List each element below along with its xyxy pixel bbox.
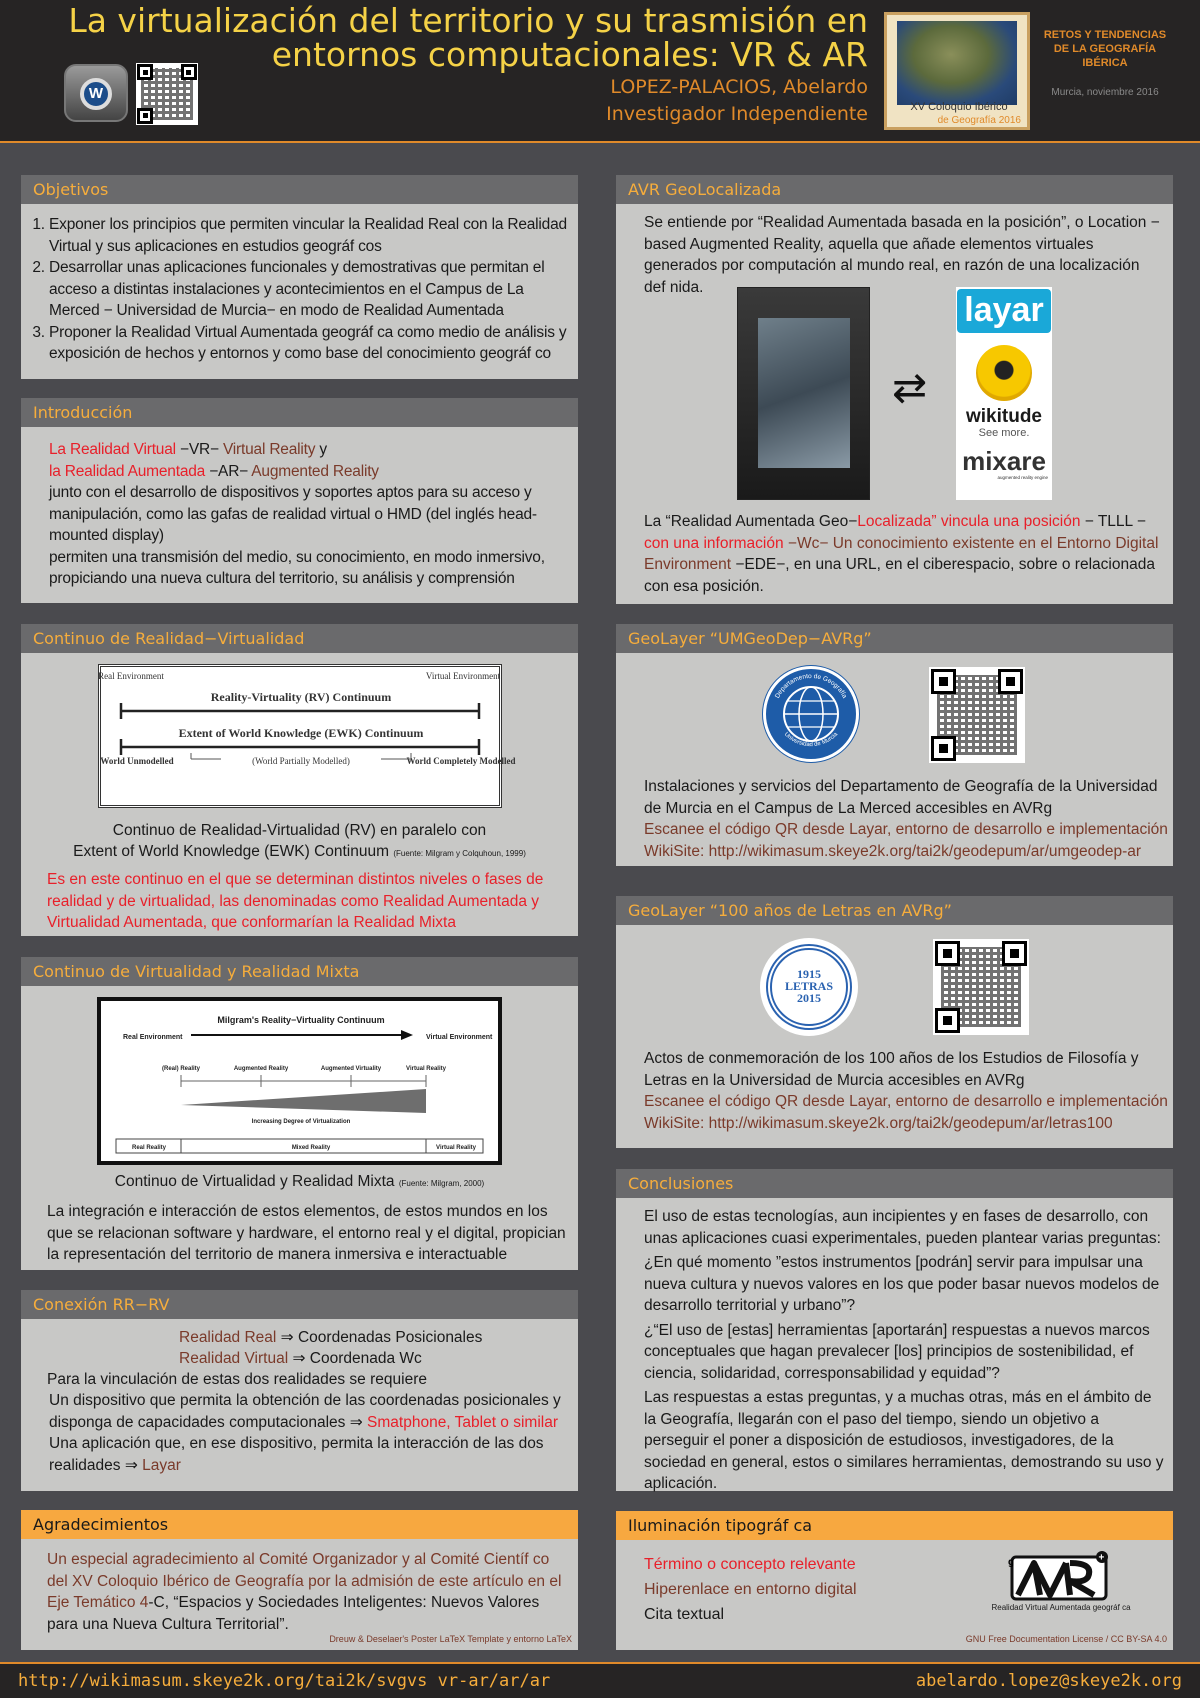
section-heading: Continuo de Virtualidad y Realidad Mixta bbox=[21, 957, 578, 986]
geolayer1-description: Instalaciones y servicios del Departamento de Geografía de la Universidad de Murcia en el Campus de La Merced accesibles en AVRg bbox=[644, 778, 1158, 817]
caption-source: (Fuente: Milgram y Colquhoun, 1999) bbox=[393, 849, 526, 858]
link-comite[interactable]: Un especial agradecimiento al Comité Organizador y al Comité Científ co del XV Coloquio Ibérico de Geografía por la admisión de este artículo en el Eje Temático 4 bbox=[47, 1551, 562, 1611]
fig-tick: (Real) Reality bbox=[161, 1066, 201, 1072]
mixed-reality-figure bbox=[97, 997, 502, 1165]
term-informacion: con una información bbox=[644, 534, 784, 552]
coloquio-subtitle: de Geografía 2016 bbox=[937, 115, 1021, 126]
link-wikisite-letras[interactable]: WikiSite: http://wikimasum.skeye2k.org/tai2k/geodepum/ar/letras100 bbox=[644, 1114, 1113, 1132]
mixare-tagline: augmented reality engine bbox=[997, 475, 1048, 480]
geodep-seal-icon bbox=[763, 666, 859, 762]
fig-virtual-env: Virtual Environment bbox=[426, 1034, 493, 1041]
rr-mapping: ⇒ Coordenadas Posicionales bbox=[276, 1329, 483, 1346]
link-augmented-reality[interactable]: Augmented Reality bbox=[251, 462, 379, 480]
conclusiones-paragraph-3: ¿“El uso de [estas] herramientas [aportarán] respuestas a nuevos marcos conceptuales que hagan prevalecer [los] principios de sostenibilidad, ef ciencia, solidaridad, corresponsabilidad y equidad”? bbox=[644, 1321, 1150, 1382]
fig-label-unmodelled: World Unmodelled bbox=[99, 756, 174, 766]
fig-tick: Virtual Reality bbox=[406, 1066, 446, 1072]
link-wikisite-umgeodep[interactable]: WikiSite: http://wikimasum.skeye2k.org/tai2k/geodepum/ar/umgeodep-ar bbox=[644, 842, 1142, 860]
vm-caption: Continuo de Virtualidad y Realidad Mixta bbox=[114, 1173, 395, 1190]
fig-label-ewk: Extent of World Knowledge (EWK) Continuum bbox=[178, 726, 423, 740]
list-item: 3. Proponer la Realidad Virtual Aumentada geográf ca como medio de análisis y exposición de hechos y entornos y como base del conocimiento geográf co bbox=[49, 322, 568, 365]
avr-paragraph-2 bbox=[644, 511, 1164, 597]
author-affiliation: Investigador Independiente bbox=[606, 103, 868, 125]
phone-photo-image bbox=[737, 287, 870, 500]
rv-note: Es en este continuo en el que se determinan distintos niveles o fases de realidad y de virtualidad, las denominadas como Realidad Aumentada y Virtualidad Aumentada, que conformarían la Realidad Mixta bbox=[47, 871, 544, 931]
fig-tick: Augmented Virtuality bbox=[320, 1066, 382, 1072]
iluminacion-section bbox=[616, 1511, 1173, 1650]
link-layar-scan[interactable]: Escanee el código QR desde Layar, entorno de desarrollo e implementación bbox=[644, 1093, 1168, 1110]
footer-url-link[interactable]: http://wikimasum.skeye2k.org/tai2k/svgvs vr-ar/ar/ar bbox=[18, 1671, 551, 1691]
seal-bottom-text: Universidad de Murcia bbox=[782, 731, 840, 749]
seal-top-text: Departamento de Geografía bbox=[774, 672, 849, 700]
conexion-app: Una aplicación que, en ese dispositivo, permita la interacción de las dos realidades ⇒ bbox=[49, 1435, 544, 1474]
section-heading: GeoLayer “UMGeoDep−AVRg” bbox=[616, 624, 1173, 653]
term-localizada: Localizada” vincula una posición bbox=[857, 513, 1081, 530]
fig-label-partial: (World Partially Modelled) bbox=[251, 756, 350, 766]
fig-bottom: Real Reality bbox=[131, 1145, 167, 1151]
avr-text: − TLLL − bbox=[1080, 513, 1146, 530]
conclusiones-paragraph-1: El uso de estas tecnologías, aun incipientes y en fases de desarrollo, con unas aplicaciones cuasi experimentales, pueden plantear varias preguntas: bbox=[644, 1208, 1161, 1247]
legend-quote: Cita textual bbox=[644, 1606, 725, 1623]
retos-label: RETOS Y TENDENCIAS DE LA GEOGRAFÍA IBÉRICA bbox=[1043, 29, 1167, 69]
letras-seal-icon bbox=[760, 938, 858, 1036]
geolayer-letras-section bbox=[616, 896, 1173, 1148]
section-heading: Conexión RR−RV bbox=[21, 1290, 578, 1319]
rv-continuum-diagram bbox=[97, 667, 515, 805]
list-item: 2. Desarrollar unas aplicaciones funcionales y demostrativas que permitan el acceso a distintas instalaciones y acontecimientos en el Campus de La Merced − Universidad de Murcia− en modo de Realidad Aumentada bbox=[49, 257, 568, 322]
avr-text: −EDE−, en una URL, en el ciberespacio, sobre o relacionada con esa posición. bbox=[644, 556, 1155, 595]
rv-mapping: ⇒ Coordenada Wc bbox=[288, 1349, 422, 1367]
layar-logo: layar bbox=[957, 289, 1051, 333]
term-realidad-virtual: La Realidad Virtual bbox=[49, 441, 176, 458]
fig-label-rv: Reality-Virtuality (RV) Continuum bbox=[210, 690, 391, 704]
avr-logo-icon bbox=[1004, 1551, 1110, 1601]
fig-real-env: Real Environment bbox=[123, 1034, 183, 1041]
objetivos-list bbox=[33, 214, 568, 365]
fig-tick: Augmented Reality bbox=[233, 1066, 289, 1072]
link-wc[interactable]: −Wc− bbox=[783, 534, 833, 552]
section-heading: Iluminación tipográf ca bbox=[616, 1511, 1173, 1540]
iberia-map-image bbox=[897, 21, 1017, 105]
introduccion-section bbox=[21, 398, 578, 603]
poster-title bbox=[48, 1, 868, 74]
section-heading: Continuo de Realidad−Virtualidad bbox=[21, 624, 578, 653]
fig-label-virtual: Virtual Environment bbox=[425, 671, 500, 681]
exchange-arrows-icon: ⇄ bbox=[892, 364, 928, 411]
section-heading: AVR GeoLocalizada bbox=[616, 175, 1173, 204]
license-text: GNU Free Documentation License / CC BY-SA 4.0 bbox=[965, 1634, 1167, 1644]
letras-qr-code[interactable] bbox=[933, 939, 1029, 1035]
wikitude-eye-icon bbox=[976, 345, 1032, 401]
place-date: Murcia, noviembre 2016 bbox=[1051, 87, 1159, 98]
footer-email-link[interactable]: abelardo.lopez@skeye2k.org bbox=[915, 1671, 1182, 1691]
umgeodep-qr-code[interactable] bbox=[929, 667, 1025, 763]
camera-logo-icon: W bbox=[64, 64, 128, 122]
caption-line-1: Continuo de Realidad-Virtualidad (RV) en paralelo con bbox=[112, 822, 487, 839]
conexion-intro: Para la vinculación de estas dos realidades se requiere bbox=[47, 1370, 427, 1388]
fig-title: Milgram's Reality−Virtuality Continuum bbox=[217, 1015, 385, 1025]
list-item: 1. Exponer los principios que permiten vincular la Realidad Real con la Realidad Virtual y sus aplicaciones en estudios geográf cos bbox=[49, 214, 568, 257]
section-heading: Conclusiones bbox=[616, 1169, 1173, 1198]
conclusiones-paragraph-2: ¿En qué momento ”estos instrumentos [podrán] servir para impulsar una nueva cultura y nuevos valores en los que poder basar nuevos modelos de desarrollo territorial y urbano”? bbox=[644, 1254, 1160, 1314]
section-heading: Agradecimientos bbox=[21, 1510, 578, 1539]
svg-text:Universidad de Murcia bbox=[783, 731, 840, 748]
title-line-2: entornos computacionales: VR & AR bbox=[271, 35, 868, 74]
header-qr-code bbox=[136, 63, 198, 125]
abbr-vr: −VR− bbox=[175, 441, 223, 458]
conclusiones-paragraph-4: Las respuestas a estas preguntas, y a muchas otras, más en el ámbito de la Geografía, llegarán con el paso del tiempo, siendo un objetivo a perseguir el poner a disposición de estudiosos, investigadores, de la sociedad en general, estos o similares herramientas, demostrando su uso y aplicación. bbox=[644, 1389, 1164, 1492]
fig-label-complete: World Completely Modelled bbox=[406, 756, 515, 766]
agradecimientos-section bbox=[21, 1510, 578, 1650]
continuo-rv-section bbox=[21, 624, 578, 936]
abbr-ar: −AR− bbox=[205, 462, 252, 480]
link-layar-scan[interactable]: Escanee el código QR desde Layar, entorno de desarrollo e implementación bbox=[644, 821, 1168, 838]
mixed-reality-diagram bbox=[101, 1001, 498, 1161]
fig-bottom: Mixed Reality bbox=[291, 1145, 331, 1151]
vm-caption-source: (Fuente: Milgram, 2000) bbox=[398, 1179, 485, 1188]
term-realidad-aumentada: la Realidad Aumentada bbox=[49, 462, 206, 480]
author-name: LOPEZ-PALACIOS, Abelardo bbox=[610, 76, 868, 98]
agradecimientos-text: -C, “Espacios y Sociedades Inteligentes: Nuevos Valores para una Nueva Cultura Territorial”. bbox=[47, 1594, 540, 1633]
geolayer-umgeodep-section bbox=[616, 624, 1173, 866]
link-virtual-reality[interactable]: Virtual Reality bbox=[222, 441, 316, 458]
objetivos-section bbox=[21, 175, 578, 379]
wikitude-logo: wikitude bbox=[965, 406, 1042, 427]
svg-text:+: + bbox=[1098, 1552, 1105, 1564]
coloquio-logo bbox=[884, 12, 1030, 130]
link-ede[interactable]: Un conocimiento existente en el Entorno Digital Environment bbox=[644, 534, 1159, 573]
svg-text:g: g bbox=[1008, 1557, 1015, 1568]
avr-logo-caption: Realidad Virtual Aumentada geográf ca bbox=[991, 1603, 1131, 1612]
rv-caption bbox=[21, 820, 578, 864]
section-heading: Introducción bbox=[21, 398, 578, 427]
legend-relevant-term: Término o concepto relevante bbox=[644, 1556, 856, 1573]
link-realidad-real[interactable]: Realidad Real bbox=[179, 1329, 277, 1346]
svg-text:Departamento de Geografía bbox=[774, 673, 848, 700]
intro-paragraph-1: junto con el desarrollo de dispositivos y soportes aptos para su acceso y manipulación, como las gafas de realidad virtual o HMD (del inglés head-mounted display) bbox=[49, 484, 537, 544]
conexion-device: Un dispositivo que permita la obtención de las coordenadas posicionales y disponga de capacidades computacionales ⇒ bbox=[49, 1392, 561, 1431]
template-credit: Dreuw & Deselaer's Poster LaTeX Template y entorno LaTeX bbox=[329, 1634, 572, 1644]
legend-hyperlink: Hiperenlace en entorno digital bbox=[644, 1581, 857, 1598]
letras-seal-text: 1915 LETRAS 2015 bbox=[784, 967, 834, 1005]
section-heading: GeoLayer “100 años de Letras en AVRg” bbox=[616, 896, 1173, 925]
conjunction: y bbox=[315, 441, 327, 458]
author-block bbox=[606, 74, 868, 128]
vm-paragraph: La integración e interacción de estos elementos, de estos mundos en los que se relacionan software y hardware, el entorno real y el digital, propician la representación del territorio de manera inmersiva e interactuable bbox=[47, 1203, 566, 1263]
fig-bottom: Virtual Reality bbox=[436, 1145, 476, 1151]
intro-paragraph-2: permiten una transmisión del medio, su conocimiento, en modo inmersivo, propiciando una nueva cultura del territorio, su análisis y comprensión bbox=[49, 548, 545, 587]
ar-apps-logos bbox=[956, 287, 1052, 500]
title-line-1: La virtualización del territorio y su trasmisión en bbox=[68, 1, 868, 40]
fig-degree: Increasing Degree of Virtualization bbox=[251, 1119, 351, 1125]
section-heading: Objetivos bbox=[21, 175, 578, 204]
conexion-section bbox=[21, 1290, 578, 1491]
poster-footer bbox=[0, 1662, 1200, 1698]
wikitude-tagline: See more. bbox=[978, 427, 1030, 439]
geolayer2-description: Actos de conmemoración de los 100 años de los Estudios de Filosofía y Letras en la Universidad de Murcia accesibles en AVRg bbox=[644, 1050, 1139, 1089]
poster-header bbox=[0, 0, 1200, 143]
continuo-vm-section bbox=[21, 957, 578, 1270]
conclusiones-section bbox=[616, 1169, 1173, 1491]
avr-paragraph-1: Se entiende por “Realidad Aumentada basada en la posición”, o Location − based Augmented Reality, aquella que añade elementos virtuales generados por computación al mundo real, en razón de una localización def nida. bbox=[644, 214, 1160, 296]
link-realidad-virtual[interactable]: Realidad Virtual bbox=[179, 1349, 289, 1367]
coloquio-title: XV Coloquio Ibérico bbox=[910, 101, 1008, 113]
avr-section bbox=[616, 175, 1173, 604]
fig-label-real: Real Environment bbox=[97, 671, 164, 681]
link-layar[interactable]: Layar bbox=[142, 1456, 181, 1474]
rv-continuum-figure bbox=[97, 664, 515, 808]
avr-text: La “Realidad Aumentada Geo− bbox=[644, 513, 858, 530]
caption-line-2: Extent of World Knowledge (EWK) Continuum bbox=[73, 843, 390, 860]
mixare-logo: mixare bbox=[962, 446, 1046, 476]
term-smartphone: Smatphone, Tablet o similar bbox=[367, 1413, 559, 1431]
